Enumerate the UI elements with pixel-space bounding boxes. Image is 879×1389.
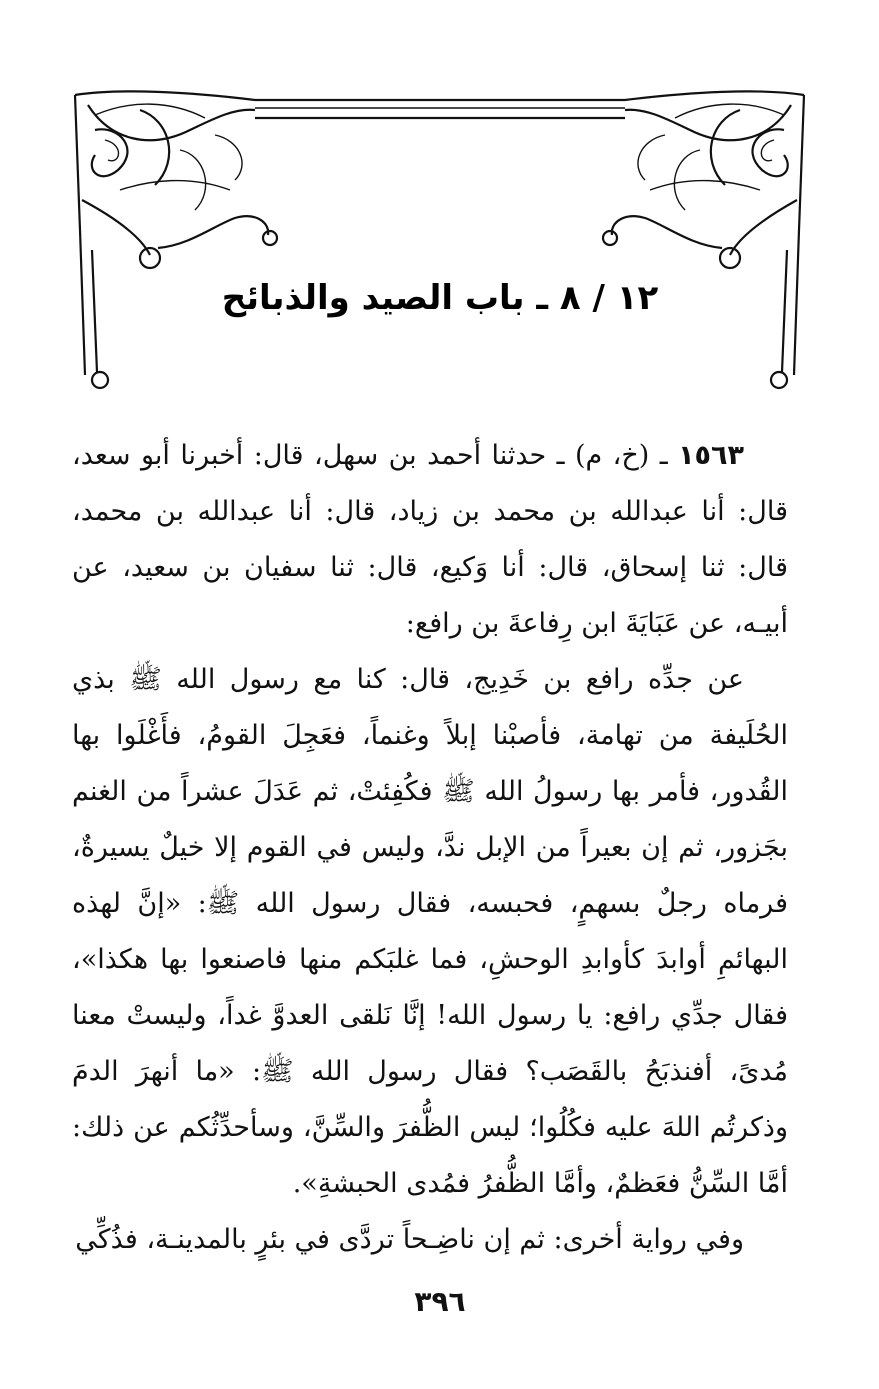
page-number: ٣٩٦ (414, 1285, 466, 1318)
hadith-text (72, 428, 788, 1255)
hadith-intro (72, 428, 788, 652)
left-corner-ornament (75, 91, 277, 388)
ornamental-header-frame (0, 0, 879, 420)
right-corner-ornament (603, 91, 804, 388)
isnad-text: ـ (خ، م) ـ حدثنا أحمد بن سهل، قال: أخبرنا أبو سعد، قال: أنا عبدالله بن محمد بن زياد، قال: أنا عبدالله بن محمد، قال: ثنا إسحاق، قال: أنا وَكيع، قال: ثنا سفيان بن سعيد، عن أبيـه، عن عَبَايَةَ ابن رِفاعةَ بن رافع: (72, 440, 788, 639)
other-narration: وفي رواية أخرى: ثم إن ناضِـحاً تردَّى في بئرٍ بالمدينـة، فذُكِّي (75, 1224, 744, 1255)
chapter-title: ١٢ / ٨ ـ باب الصيد والذبائح (221, 278, 659, 318)
hadith-number: ١٥٦٣ (678, 440, 744, 471)
hadith-body: عن جدِّه رافع بن خَدِيج، قال: كنا مع رسول الله ﷺ بذي الحُلَيفة من تهامة، فأصبْنا إبلاً وغنماً، فعَجِلَ القومُ، فأَغْلَوا بها القُدور، فأمر بها رسولُ الله ﷺ فكُفِئتْ، ثم عَدَلَ عشراً من الغنم بجَزور، ثم إن بعيراً من الإبل ندَّ، وليس في القوم إلا خيلٌ يسيرةٌ، فرماه رجلٌ بسهمٍ، فحبسه، فقال رسول الله ﷺ: «إنَّ لهذه البهائمِ أوابدَ كأوابدِ الوحشِ، فما غلبَكم منها فاصنعوا بها هكذا»، فقال جدِّي رافع: يا رسول الله! إنَّا نَلقى العدوَّ غداً، وليستْ معنا مُدىً، أفنذبَحُ بالقَصَب؟ فقال رسول الله ﷺ: «ما أنهرَ الدمَ وذكرتُم اللهَ عليه فكُلُوا؛ ليس الظُّفرَ والسِّنَّ، وسأحدِّثُكم عن ذلك: أمَّا السِّنُّ فعَظمٌ، وأمَّا الظُّفرُ فمُدى الحبشةِ». (72, 664, 788, 1199)
